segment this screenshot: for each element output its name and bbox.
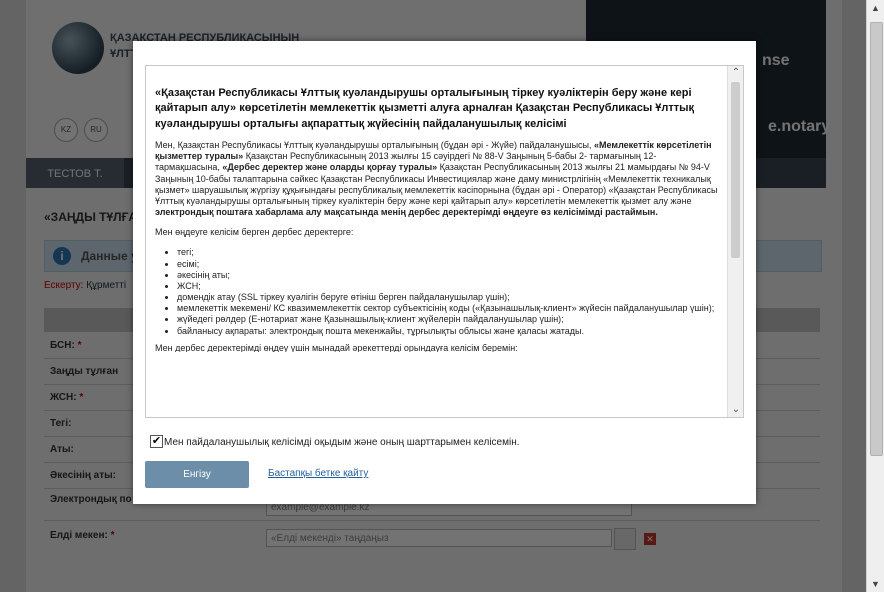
- list-item: • есімі;: [177, 259, 720, 270]
- agreement-scrollbar[interactable]: [727, 66, 743, 417]
- agreement-modal: [133, 41, 756, 504]
- list-item: • мемлекеттік мекемені/ КС квазимемлекеттік сектор субъектісінің коды («Қазынашылық-клиент» жүйесін пайдаланушылар үшін);: [177, 303, 720, 314]
- chevron-up-icon[interactable]: ⌃: [731, 67, 741, 78]
- agreement-paragraph-1: Мен, Қазақстан Республикасы Ұлттық куәландырушы орталығының (бұдан әрі - Жүйе) пайдаланушысы, «Мемлекеттік көрсетілетін қызметтер туралы» Қазақстан Республикасының 2013 жылғы 15 сәуірдегі № 88-V Заңының 5-бабы 2- тармағының 12-тармақшасына, «Дербес деректер және оларды қорғау туралы» Қазақстан Республикасының 2013 жылғы 21 мамырдағы № 94-V Заңының 10-бабы талаптарына сәйкес Қазақстан Республикасы Инвестициялар және даму министрлігінің «Мемлекеттік техникалық қызмет» шаруашылық жүргізу құқығындағы республикалық мемлекеттік кәсіпорнына (бұдан әрі - Оператор) «Қазақстан Республикасы Ұлттық куәландырушы орталығының тіркеу куәліктерін беру және кері қайтарып алу» көрсетілетін мемлекеттік қызмет алу және электрондық поштаға хабарлама алу мақсатында менің дербес деректерімді өңдеуге өз келісімімді растаймын.: [155, 140, 718, 218]
- agreement-scrollbar-thumb[interactable]: [731, 82, 740, 258]
- scroll-up-icon[interactable]: ▲: [871, 3, 880, 13]
- list-item: • ЖСН;: [177, 281, 720, 292]
- list-item: • байланысу ақпараты: электрондық пошта мекенжайы, тұрғылықты облысы және қаласы жатады.: [177, 326, 720, 337]
- agreement-text-box[interactable]: [145, 65, 744, 418]
- page-scrollbar[interactable]: [866, 0, 884, 592]
- personal-data-list: [155, 247, 720, 336]
- agreement-paragraph-2: Мен өңдеуге келісім берген дербес деректерге:: [155, 227, 354, 238]
- list-item: • әкесінің аты;: [177, 270, 720, 281]
- agree-checkbox-label[interactable]: Мен пайдаланушылық келісімді оқыдым және оның шарттарымен келісемін.: [164, 437, 520, 448]
- scroll-down-icon[interactable]: ▼: [871, 579, 880, 589]
- agreement-heading: «Қазақстан Республикасы Ұлттық куәландырушы орталығының тіркеу куәліктерін беру және кері қайтарып алу» көрсетілетін мемлекеттік қызметті алуға арналған Қазақстан Республикасы Ұлттық куәландырушы орталығы ақпараттық жүйесінің пайдаланушылық келісімі: [155, 87, 695, 130]
- scrollbar-thumb[interactable]: [870, 22, 883, 456]
- submit-button[interactable]: Енгізу: [145, 461, 249, 488]
- home-page-link[interactable]: Бастапқы бетке қайту: [268, 468, 369, 479]
- agreement-cut-text: Мен дербес деректерімді өңдеу үшін мынадай әрекеттерді орындауға келісім беремін:: [155, 342, 518, 352]
- list-item: • жүйедегі рөлдер (Е-нотариат және Қазынашылық-клиент жүйелерін пайдаланушылар үшін);: [177, 314, 720, 325]
- list-item: • домендік атау (SSL тіркеу куәлігін беруге өтініш берген пайдаланушылар үшін);: [177, 292, 720, 303]
- agreement-content: [155, 86, 720, 352]
- list-item: • тегі;: [177, 247, 720, 258]
- agree-checkbox[interactable]: ✔: [151, 435, 162, 447]
- chevron-down-icon[interactable]: ⌄: [731, 404, 741, 415]
